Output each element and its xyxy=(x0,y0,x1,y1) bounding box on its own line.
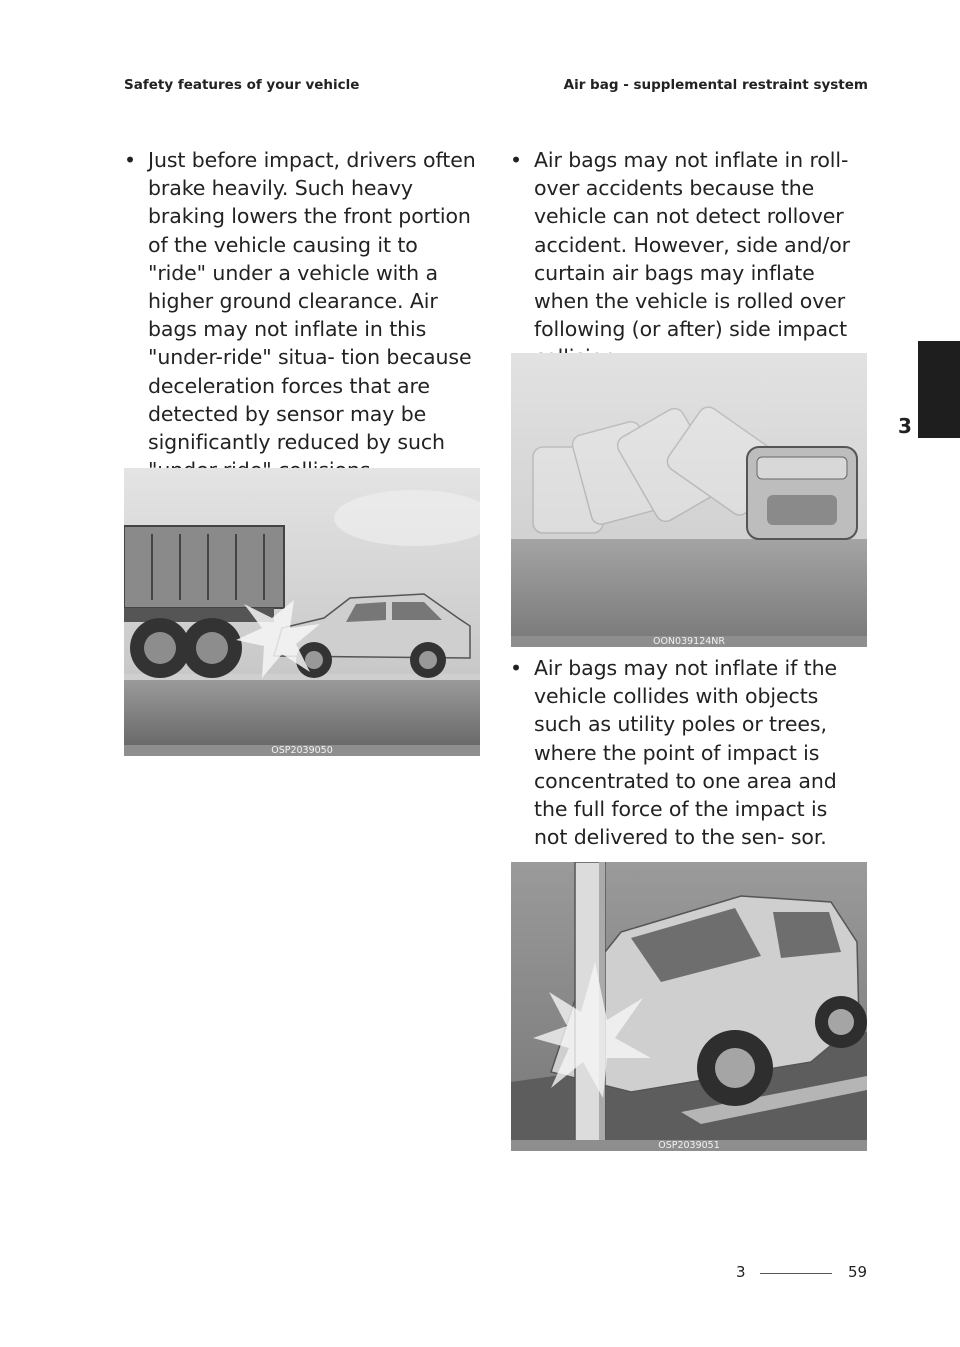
bullet-dot: • xyxy=(124,148,136,172)
figure-code: OSP2039051 xyxy=(511,1140,867,1151)
bullet-dot: • xyxy=(510,656,522,680)
bullet-text: Just before impact, drivers often brake heavily. Such heavy braking lowers the front portion of the vehicle causing it to "ride" under a vehicle with a higher ground clearance. Air bags may not inflate in this "under-ride" situa- tion because deceleration forces that are detected by sensor may be significantly reduced by such xyxy=(148,148,476,455)
running-header-topic: Air bag - supplemental restraint system xyxy=(563,77,868,93)
chapter-tab-marker xyxy=(918,341,960,438)
bullet-rollover xyxy=(510,146,866,372)
footer-page-number: 59 xyxy=(848,1263,868,1281)
right-column-middle xyxy=(510,654,866,851)
bullet-pole-collision xyxy=(510,654,866,851)
footer-divider xyxy=(760,1273,832,1274)
figure-pole-collision xyxy=(511,862,867,1151)
chapter-tab-number: 3 xyxy=(898,414,912,438)
footer-chapter-number: 3 xyxy=(736,1263,746,1281)
running-header-section: Safety features of your vehicle xyxy=(124,77,360,93)
right-column-top xyxy=(510,146,866,372)
bullet-text: Air bags may not inflate if the vehicle collides with objects such as utility poles or trees, where the point of impact is concentrated to one area and the full force of the impact is not delivered to the sen- sor. xyxy=(534,656,838,850)
bullet-text: Air bags may not inflate in roll- over accidents because the vehicle can not detect rollover accident. However, side and/or curtain air bags may inflate when the vehicle is rolled over following (or after) side impact xyxy=(534,148,850,342)
figure-code: OON039124NR xyxy=(511,636,867,647)
bullet-under-ride xyxy=(124,146,476,484)
figure-under-ride xyxy=(124,468,480,756)
under-ride-illustration xyxy=(124,468,480,756)
pole-collision-illustration xyxy=(511,862,867,1151)
figure-rollover xyxy=(511,353,867,647)
figure-code: OSP2039050 xyxy=(124,745,480,756)
bullet-dot: • xyxy=(510,148,522,172)
left-column xyxy=(124,146,476,484)
rollover-illustration xyxy=(511,353,867,647)
